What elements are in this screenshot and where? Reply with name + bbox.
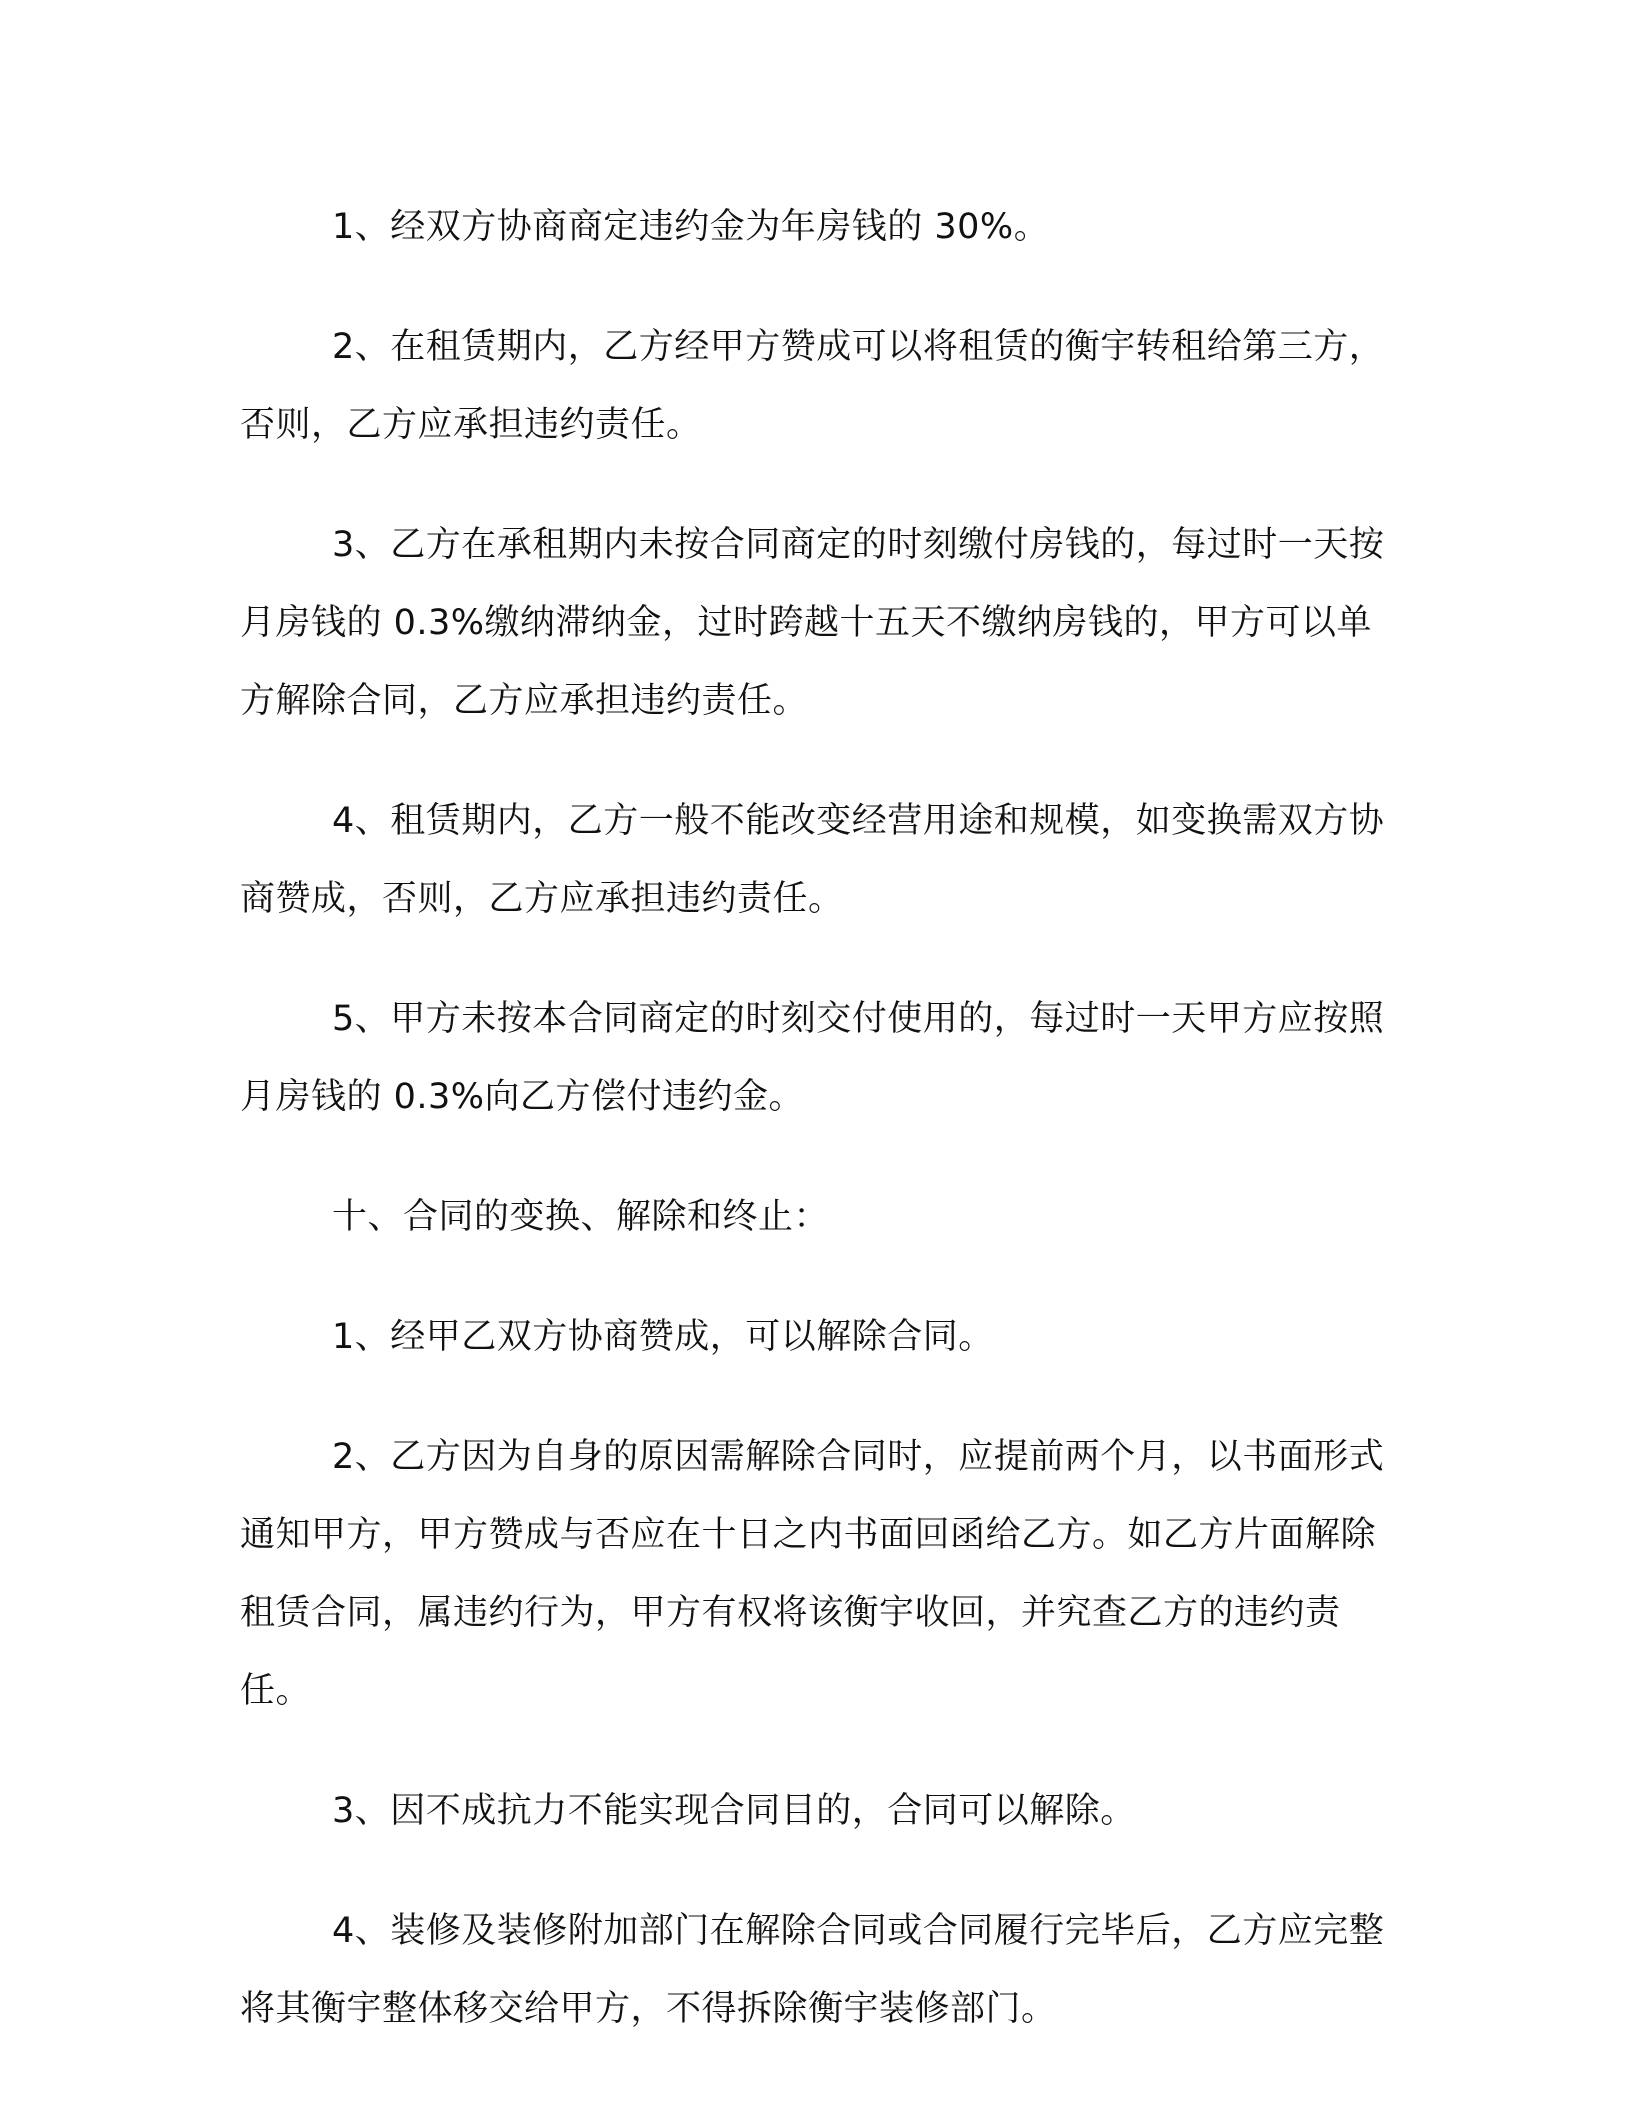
paragraph-penalty-rate: 1、经双方协商商定违约金为年房钱的 30%。 [332, 207, 1050, 247]
document-body [240, 188, 1390, 2090]
paragraph-sublease: 2、在租赁期内，乙方经甲方赞成可以将租赁的衡宇转租给第三方，否则，乙方应承担违约责任。 [240, 327, 1385, 445]
paragraph-renovation-handover: 4、装修及装修附加部门在解除合同或合同履行完毕后，乙方应完整将其衡宇整体移交给甲方，不得拆除衡宇装修部门。 [240, 1911, 1385, 2029]
paragraph-tenant-termination: 2、乙方因为自身的原因需解除合同时，应提前两个月，以书面形式通知甲方，甲方赞成与否应在十日之内书面回函给乙方。如乙方片面解除租赁合同，属违约行为，甲方有权将该衡宇收回，并究查乙方的违约责任。 [240, 1437, 1385, 1711]
paragraph-usage-change: 4、租赁期内，乙方一般不能改变经营用途和规模，如变换需双方协商赞成，否则，乙方应承担违约责任。 [240, 801, 1385, 919]
paragraph-force-majeure: 3、因不成抗力不能实现合同目的，合同可以解除。 [332, 1791, 1136, 1831]
section-heading-contract-change: 十、合同的变换、解除和终止： [332, 1197, 830, 1237]
paragraph-mutual-termination: 1、经甲乙双方协商赞成，可以解除合同。 [332, 1317, 994, 1357]
paragraph-late-payment: 3、乙方在承租期内未按合同商定的时刻缴付房钱的，每过时一天按月房钱的 0.3%缴纳滞纳金，过时跨越十五天不缴纳房钱的，甲方可以单方解除合同，乙方应承担违约责任。 [240, 525, 1385, 721]
paragraph-late-delivery: 5、甲方未按本合同商定的时刻交付使用的，每过时一天甲方应按照月房钱的 0.3%向乙方偿付违约金。 [240, 999, 1385, 1117]
